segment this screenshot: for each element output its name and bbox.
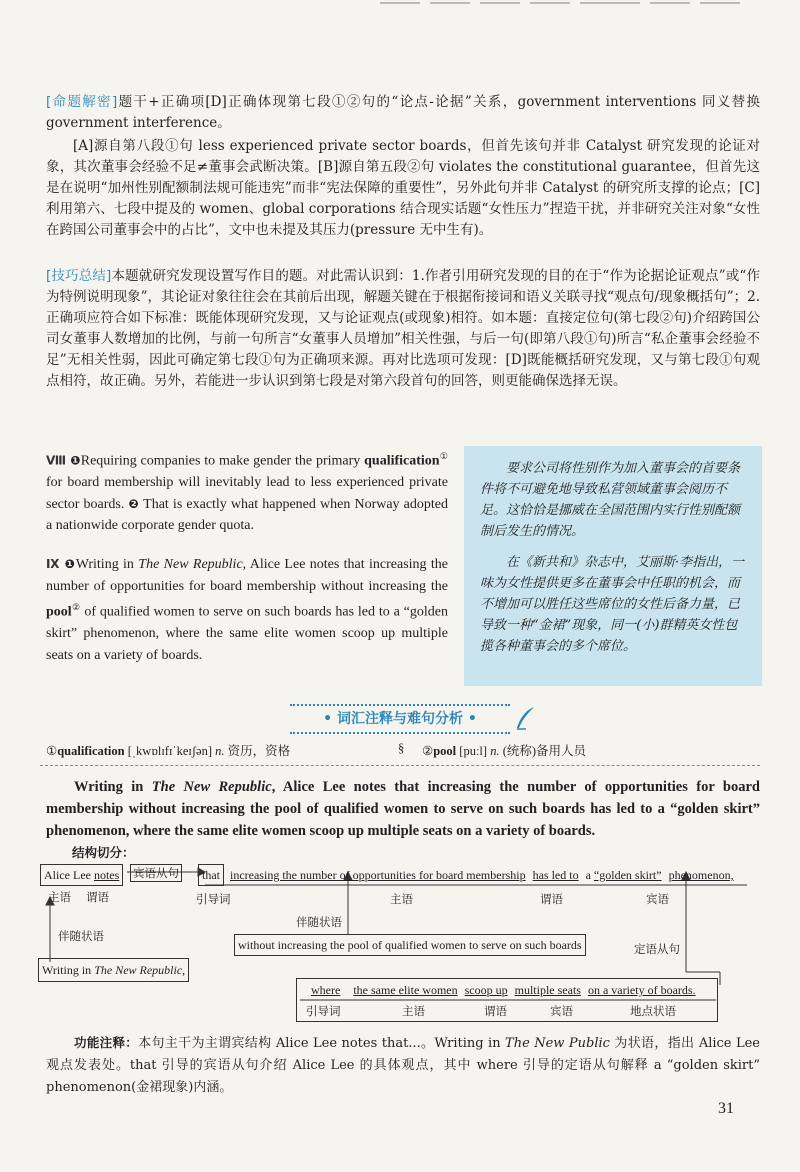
passage-text: Writing in — [75, 557, 134, 572]
vocab-word-pool: pool — [46, 604, 72, 620]
label-attributive-clause: 定语从句 — [634, 942, 680, 956]
label-adverbial-place: 地点状语 — [630, 1004, 676, 1018]
magazine-title: The New Republic — [138, 557, 243, 572]
vocab-pos: n. — [215, 744, 225, 758]
tag-proposition: [命题解密] — [46, 94, 118, 110]
label-accompaniment: 伴随状语 — [58, 929, 104, 943]
writing-in-magazine: The New Republic, — [94, 963, 186, 977]
section-title-text: • 词汇注释与难句分析 • — [323, 711, 477, 727]
label-accompaniment-2: 伴随状语 — [296, 915, 342, 929]
tag-skills: [技巧总结] — [46, 268, 112, 284]
vocab-definition: (统称)备用人员 — [502, 744, 587, 758]
label-where-subject: 主语 — [402, 1004, 425, 1018]
analysis-text-1: 题干+正确项[D]正确体现第七段①②句的“论点-论据”关系，government interventions 同义替换 government interference。 — [46, 94, 760, 131]
function-note-label: 功能注释： — [74, 1035, 139, 1050]
where-word: where — [311, 983, 341, 997]
vocab-definition: 资历，资格 — [227, 744, 291, 758]
label-where-intro: 引导词 — [306, 1004, 341, 1018]
where-adverbial: on a variety of boards. — [587, 983, 696, 997]
label-that-subject: 主语 — [390, 892, 413, 906]
passage-text: , Alice Lee notes that increasing the number of opportunities for board membership without increasing the — [46, 557, 449, 594]
footnote-mark: ① — [439, 451, 448, 461]
that-object-head: phenomenon, — [668, 868, 734, 882]
para-8-number: Ⅷ — [46, 453, 67, 468]
function-note-text: 为状语，指出 Alice Lee 观点发表处。that 引导的宾语从句介绍 Alice Lee 的具体观点，其中 where 引导的定语从句解释 a “golden skirt” phenomenon(金裙现象)内涵。 — [46, 1036, 760, 1095]
sentence-marker: ❶ — [64, 557, 76, 571]
function-note-magazine: The New Public — [505, 1036, 610, 1051]
sentence-text: , Alice Lee notes that increasing the number of opportunities for board membership without increasing the pool of qualified women to serve on such boards has led to a “golden skirt” phenomenon, where the same elite women scoop up multiple seats on a variety of boards. — [46, 779, 761, 839]
vocab-mark: ① — [46, 744, 58, 758]
analysis-distractors: [A]源自第八段①句 less experienced private sector boards，但首先该句并非 Catalyst 研究发现的论证对象，其次董事会经验不足≠董事会武断决策。[B]源自第五段②句 violates the constitutional guarantee，但首先这是在说明“加州性别配额制法规可能违宪”而非“宪法保障的重要性”，另外此句并非 Catalyst 的研究所支撑的论点；[C]利用第六、七段中提及的 women、global corporations 结合现实话题“女性压力”捏造干扰，并非研究关注对象“女性在跨国公司董事会中的占比”，文中也未提及其压力(pressure 无中生有)。 — [46, 138, 760, 238]
box-main-clause — [40, 864, 123, 886]
that-object-article: a — [585, 868, 591, 882]
vocab-phonetic: [puːl] — [459, 744, 488, 758]
label-intro-word: 引导词 — [196, 892, 231, 906]
that-word: that — [198, 864, 224, 886]
para-9-number: Ⅸ — [46, 557, 61, 571]
label-where-object: 宾语 — [550, 1004, 573, 1018]
vocab-word-qualification: qualification — [364, 453, 440, 469]
box-without-phrase: without increasing the pool of qualified women to serve on such boards — [234, 934, 586, 956]
passage-text: for board membership will inevitably lead to less experienced private sector boards. — [46, 475, 448, 512]
label-predicate: 谓语 — [86, 890, 109, 904]
vocab-word: pool — [433, 744, 457, 758]
analysis-text-3: 本题就研究发现设置写作目的题。对此需认识到：1.作者引用研究发现的目的在于“作为论据论证观点”或“作为特例说明现象”，其论证对象往往会在其前后出现，解题关键在于根据衔接词和语义关联寻找“观点句/现象概括句”；2.正确项应符合如下标准：既能体现研究发现，又与论证观点(或现象)相符。如本题：直接定位句(第七段②句)介绍跨国公司女董事人数增加的比例，与前一句所言“女董事人员增加”相关性强，与后一句(即第八段①句)所言“私企董事会经验不足”无相关性弱，因此可确定第七段①句为正确项来源。再对比选项可发现：[D]既能概括研究发现，又与第七段①句观点相符，故正确。另外，若能进一步认识到第七段是对第六段首句的回答，则更能确保选择无误。 — [46, 268, 760, 389]
vocab-mark: ② — [422, 744, 434, 758]
vocab-word: qualification — [57, 744, 125, 758]
where-object: multiple seats — [514, 983, 581, 997]
footnote-mark: ② — [71, 602, 81, 612]
structure-heading: 结构切分： — [72, 845, 135, 860]
label-that-predicate: 谓语 — [540, 892, 563, 906]
that-subject: increasing the number of opportunities for board membership — [230, 868, 526, 882]
label-that-object: 宾语 — [646, 892, 669, 906]
translation-para-9: 在《新共和》杂志中，艾丽斯·李指出，一味为女性提供更多在董事会中任职的机会，而不增加可以胜任这些席位的女性后备力量，已导致一种“金裙”现象，同一(小)群精英女性包揽各种董事会的多个席位。 — [480, 555, 745, 654]
sentence-text: Writing in — [74, 779, 144, 795]
main-predicate: notes — [93, 868, 120, 882]
label-subject: 主语 — [48, 890, 71, 904]
function-note — [46, 1032, 760, 1099]
sentence-marker: ❷ — [128, 496, 140, 511]
passage-text: of qualified women to serve on such boards has led to a “golden skirt” phenomenon, where the same elite women scoop up multiple seats on a variety of boards. — [46, 604, 448, 663]
main-subject: Alice Lee — [44, 868, 91, 882]
label-object-clause: 宾语从句 — [130, 864, 182, 882]
box-writing-in — [38, 958, 189, 982]
function-note-text: 本句主干为主谓宾结构 Alice Lee notes that...。Writing in — [138, 1036, 501, 1051]
writing-in-text: Writing in — [42, 963, 92, 977]
where-predicate: scoop up — [464, 983, 508, 997]
where-subject: the same elite women — [353, 983, 458, 997]
passage-text: That is exactly what happened when Norway adopted a nationwide corporate gender quota. — [46, 496, 448, 534]
label-where-predicate: 谓语 — [484, 1004, 507, 1018]
that-predicate: has led to — [532, 868, 579, 882]
vocab-phonetic: [ˌkwɒlɪfɪˈkeɪʃən] — [127, 744, 212, 758]
vocab-pos: n. — [490, 744, 500, 758]
page-number: 31 — [718, 1100, 734, 1117]
vocab-separator-icon: § — [398, 741, 405, 755]
sentence-marker: ❶ — [70, 453, 81, 468]
sentence-magazine: The New Republic — [151, 779, 272, 795]
that-object-modifier: “golden skirt” — [593, 868, 662, 882]
translation-para-8: 要求公司将性别作为加入董事会的首要条件将不可避免地导致私营领域董事会阅历不足。这恰恰是挪威在全国范围内实行性别配额制后发生的情况。 — [480, 461, 741, 539]
passage-text: Requiring companies to make gender the primary — [80, 453, 361, 469]
object-clause — [198, 864, 734, 886]
